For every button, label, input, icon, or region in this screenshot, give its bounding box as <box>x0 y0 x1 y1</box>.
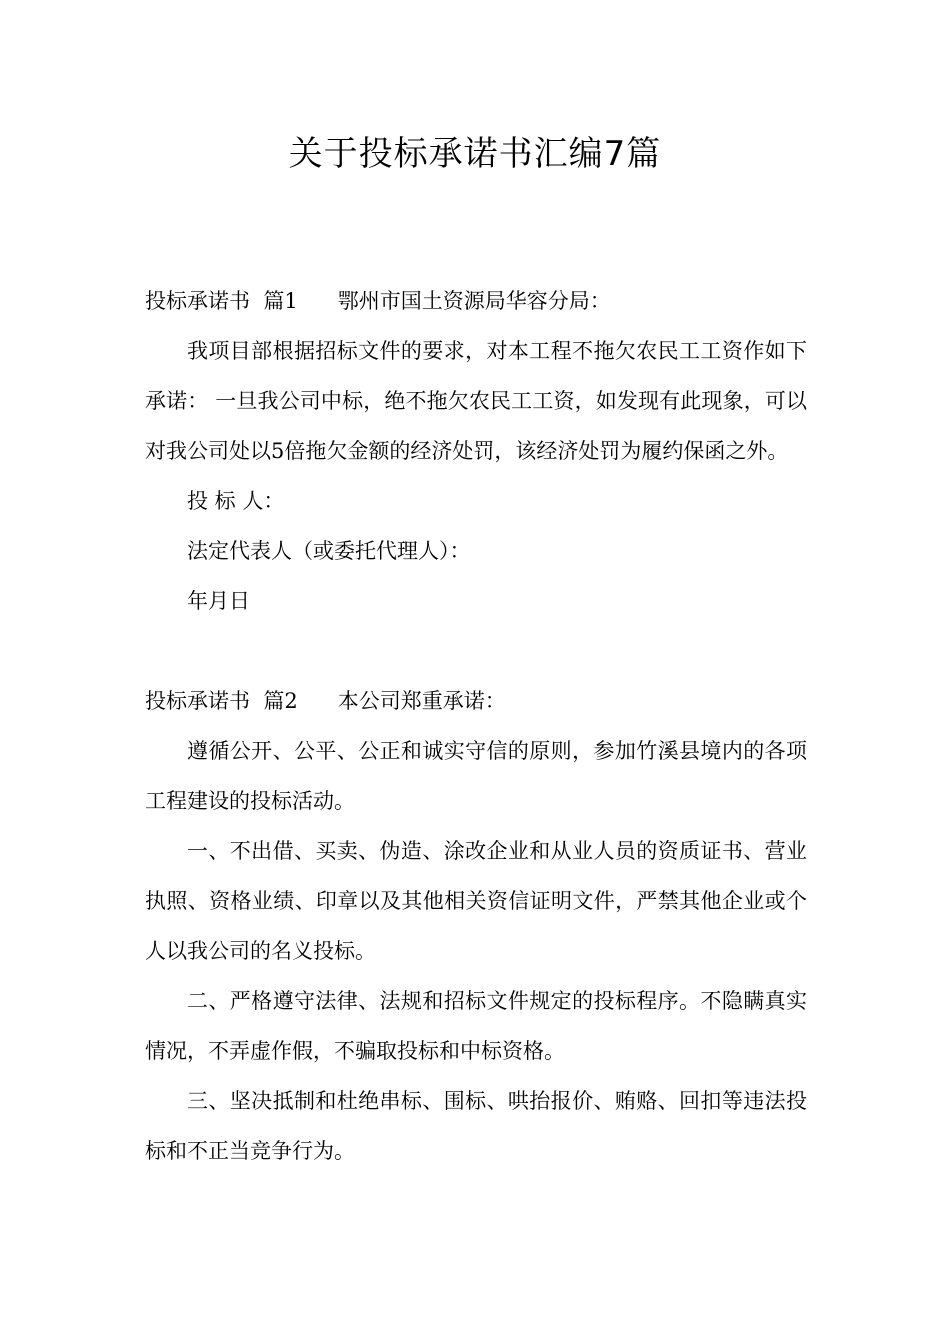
bidder-line: 投 标 人： <box>187 489 285 513</box>
document-title: 关于投标承诺书汇编7篇 <box>288 134 662 174</box>
representative-line: 法定代表人（或委托代理人）： <box>187 539 471 563</box>
section-spacer <box>145 626 807 676</box>
section-2 <box>145 676 807 1176</box>
paragraph: 一、不出借、买卖、伪造、涂改企业和从业人员的资质证书、营业执照、资格业绩、印章以及其他相关资信证明文件，严禁其他企业或个人以我公司的名义投标。 <box>145 839 807 963</box>
document-body <box>145 276 807 1176</box>
paragraph: 遵循公开、公平、公正和诚实守信的原则，参加竹溪县境内的各项工程建设的投标活动。 <box>145 739 807 813</box>
section-1 <box>145 276 807 626</box>
section-heading: 投标承诺书 篇2 本公司郑重承诺： <box>145 689 506 713</box>
paragraph: 二、严格遵守法律、法规和招标文件规定的投标程序。不隐瞒真实情况，不弄虚作假，不骗取投标和中标资格。 <box>145 989 807 1063</box>
section-heading: 投标承诺书 篇1 鄂州市国土资源局华容分局： <box>145 289 611 313</box>
paragraph: 我项目部根据招标文件的要求，对本工程不拖欠农民工工资作如下承诺： 一旦我公司中标，绝不拖欠农民工工资，如发现有此现象，可以对我公司处以5倍拖欠金额的经济处罚，该经济处罚为履约保函之外。 <box>145 339 807 463</box>
paragraph: 三、坚决抵制和杜绝串标、围标、哄抬报价、贿赂、回扣等违法投标和不正当竞争行为。 <box>145 1089 807 1163</box>
date-line: 年月日 <box>187 589 250 613</box>
